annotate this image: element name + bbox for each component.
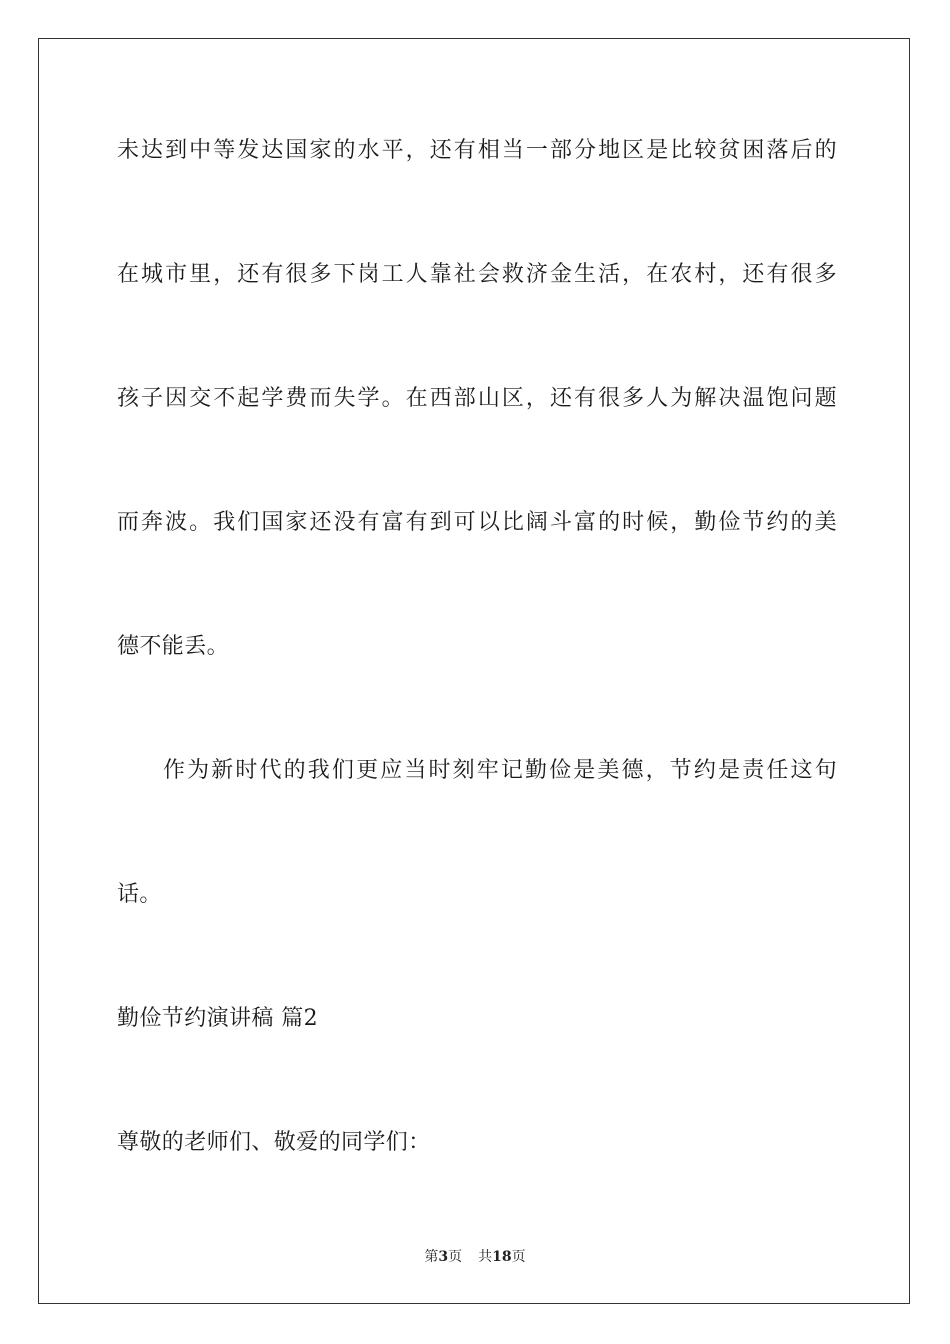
salutation: 尊敬的老师们、敬爱的同学们： (117, 1130, 431, 1155)
page-suffix: 页 (448, 1249, 463, 1265)
page-footer (0, 1248, 950, 1266)
body-line-5: 德不能丢。 (117, 634, 230, 659)
body-line-4: 而奔波。我们国家还没有富有到可以比阔斗富的时候，勤俭节约的美 (117, 510, 837, 535)
body-line-3: 孩子因交不起学费而失学。在西部山区，还有很多人为解决温饱问题 (117, 386, 837, 411)
total-suffix: 页 (511, 1249, 526, 1265)
total-prefix: 共 (478, 1249, 493, 1265)
page-prefix: 第 (424, 1249, 439, 1265)
body-line-1: 未达到中等发达国家的水平，还有相当一部分地区是比较贫困落后的 (117, 138, 837, 163)
body-line-2: 在城市里，还有很多下岗工人靠社会救济金生活，在农村，还有很多 (117, 262, 837, 287)
paragraph-line-1: 作为新时代的我们更应当时刻牢记勤俭是美德，节约是责任这句 (163, 758, 837, 783)
paragraph-line-2: 话。 (117, 882, 162, 907)
page-border (38, 38, 910, 1304)
total-pages-number: 18 (492, 1249, 512, 1265)
current-page-number: 3 (438, 1249, 449, 1265)
section-heading: 勤俭节约演讲稿 篇2 (117, 1006, 318, 1031)
